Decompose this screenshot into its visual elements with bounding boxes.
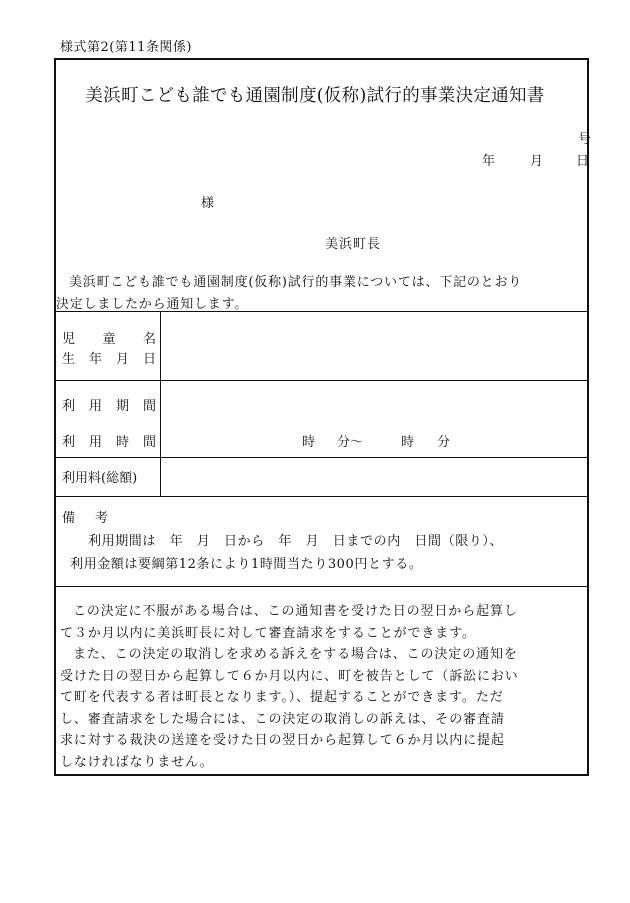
appeal-notice [60, 601, 585, 773]
row-divider [56, 380, 587, 381]
usage-fee-label: 利用料(総額) [62, 471, 138, 486]
remarks-heading-char: 考 [95, 511, 109, 526]
usage-time-minute-start: 分～ [337, 435, 364, 450]
char: 間 [142, 399, 156, 414]
char: 名 [142, 332, 156, 347]
notice-line: て町を代表する者は町長となります。）、提起することができます。ただ [60, 690, 504, 705]
char: 用 [88, 435, 102, 450]
form-label: 様式第2(第11条関係) [60, 40, 192, 55]
char: 童 [102, 332, 116, 347]
document-title: 美浜町こども誰でも通園制度(仮称)試行的事業決定通知書 [85, 86, 545, 106]
row-divider [56, 586, 587, 587]
column-divider [160, 311, 161, 496]
recipient-suffix: 様 [201, 196, 215, 211]
notice-line: て３か月以内に美浜町長に対して審査請求をすることができます。 [60, 625, 476, 641]
char: 児 [62, 332, 76, 347]
child-name-label [62, 328, 156, 347]
date-year-label: 年 [482, 154, 496, 169]
usage-time-minute-end: 分 [437, 435, 451, 450]
char: 間 [142, 435, 156, 450]
notice-line: 求に対する裁決の送達を受けた日の翌日から起算して６か月以内に提起 [60, 733, 505, 748]
char: 利 [62, 435, 76, 450]
row-divider [56, 496, 587, 497]
remarks-heading-char: 備 [62, 511, 76, 526]
char: 月 [115, 352, 129, 367]
row-divider [56, 457, 587, 458]
char: 時 [115, 435, 129, 450]
char: 日 [142, 352, 156, 367]
document-number-label: 号 [578, 132, 592, 147]
usage-time-label [62, 431, 156, 450]
usage-time-hour-start: 時 [302, 435, 316, 450]
intro-paragraph [56, 272, 586, 316]
date-month-label: 月 [530, 154, 544, 169]
notice-line: しなければなりません。 [60, 754, 214, 770]
remarks-fee-line: 利用金額は要綱第12条により1時間当たり300円とする。 [70, 557, 423, 572]
table-top-rule [56, 311, 587, 312]
notice-line: また、この決定の取消しを求める訴えをする場合は、この決定の通知を [73, 647, 518, 662]
usage-time-hour-end: 時 [401, 435, 415, 450]
intro-line: 美浜町こども誰でも通園制度(仮称)試行的事業については、下記のとおり [69, 275, 523, 290]
date-day-label: 日 [576, 154, 590, 169]
remarks-period-line: 利用期間は 年 月 日から 年 月 日までの内 日間（限り）、 [88, 534, 504, 549]
char: 生 [62, 352, 76, 367]
char: 年 [88, 352, 102, 367]
char: 期 [115, 399, 129, 414]
issuer-name: 美浜町長 [325, 237, 382, 252]
notice-line: し、審査請求をした場合には、この決定の取消しの訴えは、その審査請 [60, 711, 505, 727]
notice-line: この決定に不服がある場合は、この通知書を受けた日の翌日から起算し [73, 604, 518, 619]
birth-date-label [62, 348, 156, 367]
usage-period-label [62, 395, 156, 414]
char: 利 [62, 399, 76, 414]
char: 用 [88, 399, 102, 414]
intro-line: 決定しましたから通知します。 [56, 297, 249, 312]
notice-line: 受けた日の翌日から起算して６か月以内に、町を被告として（訴訟におい [60, 668, 519, 684]
